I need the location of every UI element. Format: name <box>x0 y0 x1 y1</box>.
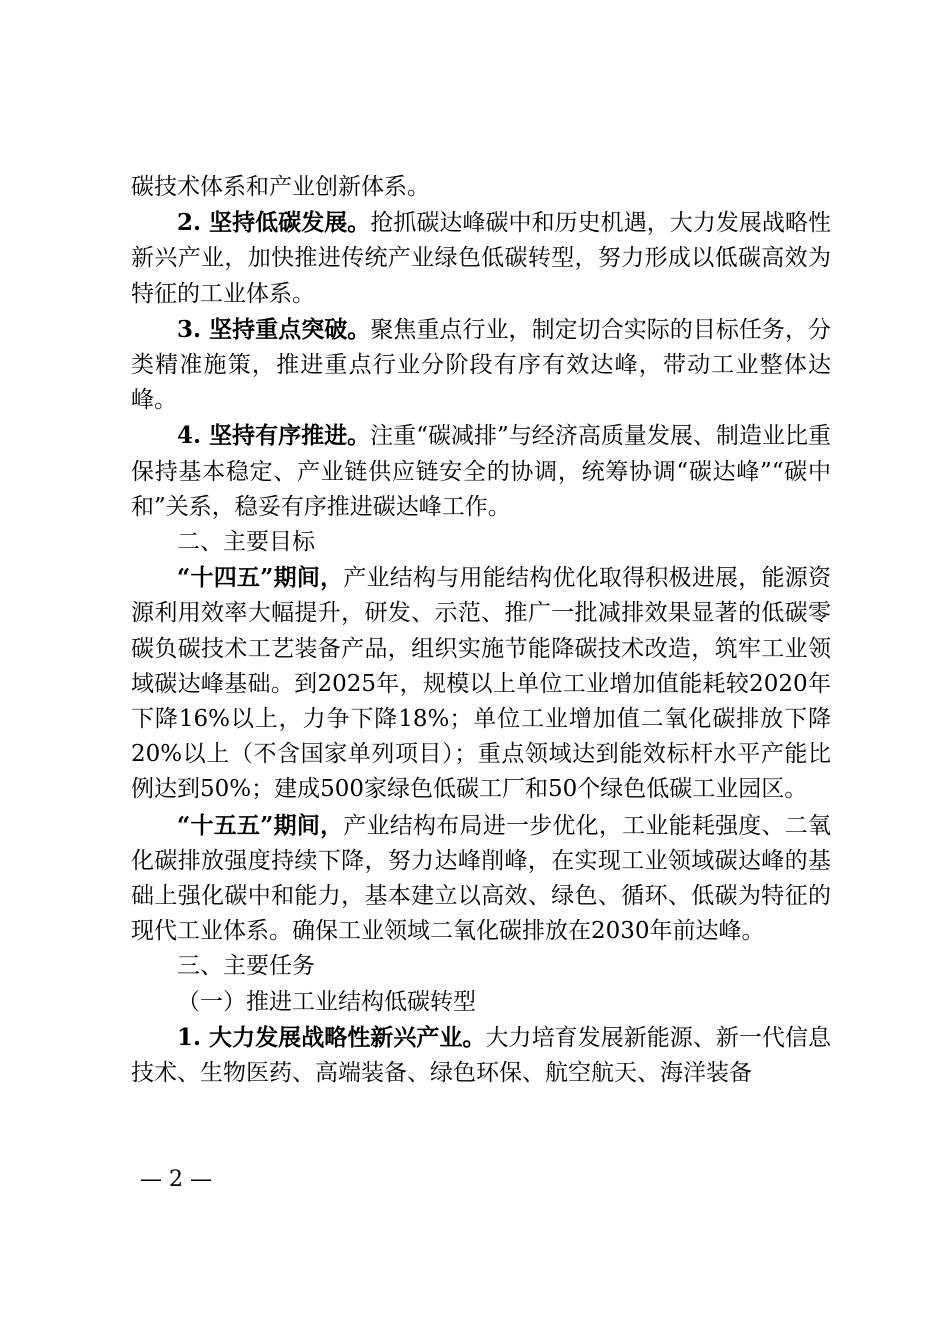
goal-15th-paragraph <box>131 808 831 950</box>
principle-text-3: 聚焦重点行业，制定切合实际的目标任务，分类精准施策，推进重点行业分阶段有序有效达峰，带动工业整体达峰。 <box>131 316 831 414</box>
document-body <box>131 170 831 1091</box>
principle-text-4: 注重“碳减排”与经济高质量发展、制造业比重保持基本稳定、产业链供应链安全的协调，统筹协调“碳达峰”“碳中和”关系，稳妥有序推进碳达峰工作。 <box>131 423 831 520</box>
task-1-lead: 1. 大力发展战略性新兴产业。 <box>177 1023 486 1051</box>
principle-lead-2: 2. 坚持低碳发展。 <box>177 209 371 237</box>
continuation-paragraph: 碳技术体系和产业创新体系。 <box>131 174 430 200</box>
principle-paragraph-3 <box>131 312 831 419</box>
goal-14th-lead: “十四五”期间， <box>177 564 344 592</box>
principle-lead-4: 4. 坚持有序推进。 <box>177 422 371 450</box>
goal-15th-text: 产业结构布局进一步优化，工业能耗强度、二氧化碳排放强度持续下降，努力达峰削峰，在实现工业领域碳达峰的基础上强化碳中和能力，基本建立以高效、绿色、循环、低碳为特征的现代工业体系。确保工业领域二氧化碳排放在2030年前达峰。 <box>131 812 831 945</box>
principle-paragraph-2 <box>131 205 831 312</box>
goal-14th-text: 产业结构与用能结构优化取得积极进展，能源资源利用效率大幅提升，研发、示范、推广一批减排效果显著的低碳零碳负碳技术工艺装备产品，组织实施节能降碳技术改造，筑牢工业领域碳达峰基础。到2025年，规模以上单位工业增加值能耗较2020年下降16%以上，力争下降18%；单位工业增加值二氧化碳排放下降20%以上（不含国家单列项目）；重点领域达到能效标杆水平产能比例达到50%；建成500家绿色低碳工厂和50个绿色低碳工业园区。 <box>131 565 831 803</box>
subsection-heading-structure: （一）推进工业结构低碳转型 <box>177 988 476 1015</box>
section-heading-main-goals: 二、主要目标 <box>177 529 315 556</box>
principle-paragraph-4 <box>131 418 831 525</box>
principle-text-2: 抢抓碳达峰碳中和历史机遇，大力发展战略性新兴产业，加快推进传统产业绿色低碳转型，努力形成以低碳高效为特征的工业体系。 <box>131 210 831 307</box>
section-heading-main-tasks: 三、主要任务 <box>177 953 315 980</box>
task-1-paragraph <box>131 1020 831 1091</box>
principle-lead-3: 3. 坚持重点突破。 <box>177 315 371 343</box>
page-number: — 2 — <box>140 1167 212 1192</box>
task-1-text: 大力培育发展新能源、新一代信息技术、生物医药、高端装备、绿色环保、航空航天、海洋装备 <box>131 1024 832 1087</box>
goal-14th-paragraph <box>131 560 831 807</box>
goal-15th-lead: “十五五”期间， <box>177 811 344 839</box>
